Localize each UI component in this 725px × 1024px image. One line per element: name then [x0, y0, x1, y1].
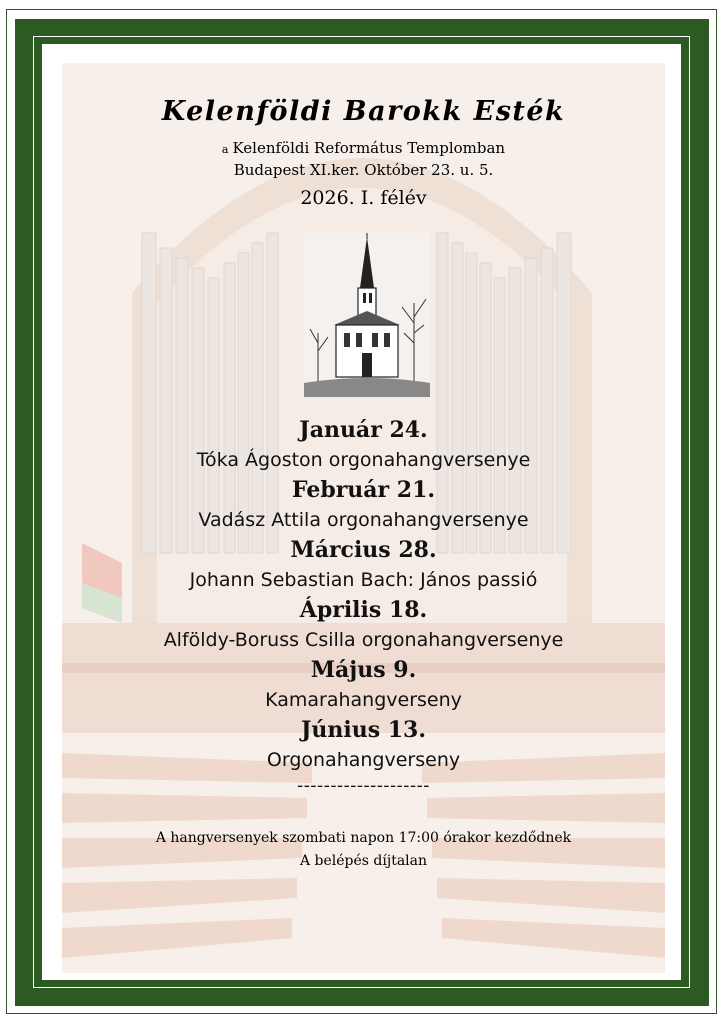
- season-line: 2026. I. félév: [300, 187, 427, 209]
- event-item: [62, 415, 665, 475]
- event-date: Április 18.: [299, 597, 428, 623]
- event-item: [62, 715, 665, 775]
- event-item: [62, 655, 665, 715]
- event-title: Vadász Attila orgonahangversenye: [198, 509, 529, 531]
- event-item: [62, 595, 665, 655]
- event-date: Május 9.: [310, 657, 417, 683]
- event-item: [62, 535, 665, 595]
- event-date: Június 13.: [300, 717, 427, 743]
- event-title: Orgonahangverseny: [266, 749, 461, 771]
- start-time-note: A hangversenyek szombati napon 17:00 órakor kezdődnek: [155, 830, 572, 846]
- venue-line: [62, 139, 665, 157]
- event-title: Tóka Ágoston orgonahangversenye: [196, 449, 531, 471]
- event-list: [62, 415, 665, 797]
- venue-name: Kelenföldi Református Templomban: [232, 139, 506, 157]
- event-date: Március 28.: [290, 537, 437, 563]
- church-drawing: [304, 233, 430, 397]
- event-title: Kamarahangverseny: [265, 689, 462, 711]
- event-title: Johann Sebastian Bach: János passió: [189, 569, 538, 591]
- address-line: Budapest XI.ker. Október 23. u. 5.: [233, 161, 494, 179]
- separator-line: --------------------: [297, 776, 430, 796]
- event-item: [62, 475, 665, 535]
- admission-note: A belépés díjtalan: [299, 853, 428, 869]
- poster-title: Kelenföldi Barokk Esték: [161, 96, 566, 127]
- event-date: Február 21.: [291, 477, 436, 503]
- event-date: Január 24.: [299, 417, 428, 443]
- event-title: Alföldy-Boruss Csilla orgonahangversenye: [163, 629, 564, 651]
- venue-prefix: a: [221, 143, 229, 156]
- footer-notes: [62, 827, 665, 873]
- poster-content: [62, 63, 665, 973]
